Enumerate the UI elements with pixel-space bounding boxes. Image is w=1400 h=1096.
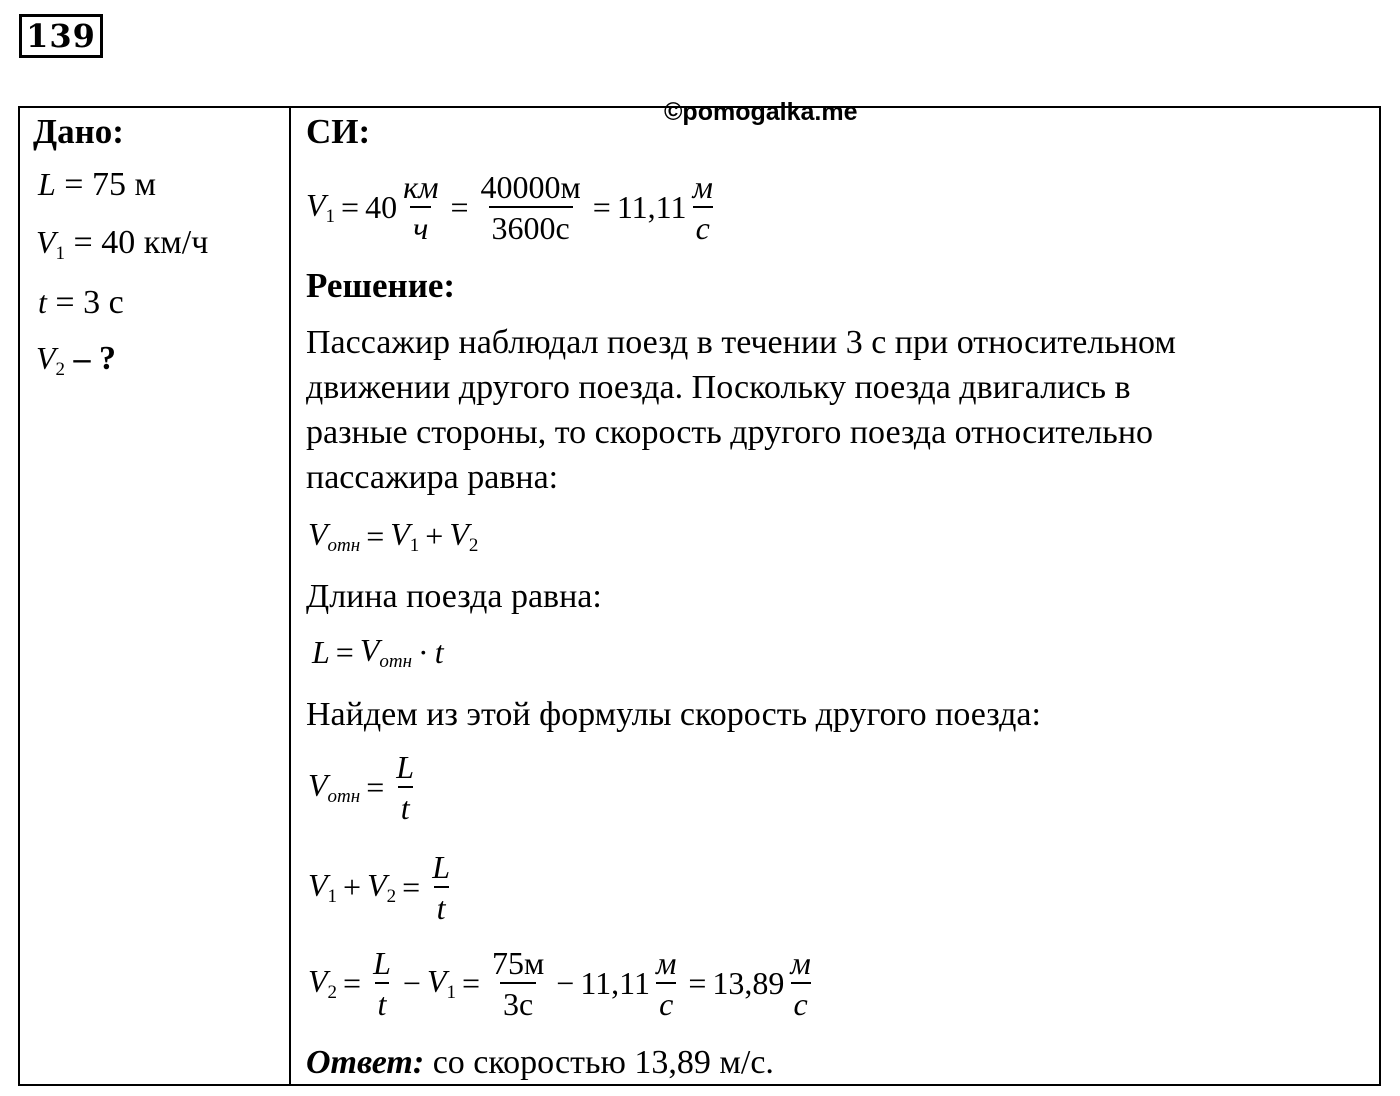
solution-heading: Решение:: [306, 266, 456, 305]
relative-speed-from-length: $V_{отн}$ = $\frac{L}{t}$: [308, 749, 415, 826]
symbol-t: t: [38, 284, 47, 320]
symbol-V2: $V_2$: [36, 340, 66, 380]
si-heading: СИ:: [306, 112, 371, 151]
length-text: Длина поезда равна:: [306, 578, 602, 615]
unknown-mark: ?: [99, 340, 117, 377]
given-time: [38, 284, 124, 322]
unknown-speed: $V_2$ – ?: [36, 340, 117, 380]
given-heading: Дано:: [33, 112, 124, 151]
answer: [306, 1040, 774, 1085]
given-time-value: = 3 с: [46, 284, 124, 321]
paragraph-line: Пассажир наблюдал поезд в течении 3 с при относительном: [306, 324, 1176, 361]
paragraph-line: пассажира равна:: [306, 459, 559, 496]
solution-table: [18, 106, 1381, 1086]
symbol-L: L: [38, 166, 56, 202]
problem-number: 139: [19, 14, 103, 58]
given-speed-first-train: [36, 224, 208, 265]
given-length-value: = 75 м: [55, 166, 156, 203]
solution-paragraph: [306, 320, 1176, 500]
answer-text: со скоростью 13,89 м/с.: [424, 1044, 774, 1081]
find-text: Найдем из этой формулы скорость другого поезда:: [306, 696, 1041, 733]
relative-speed-formula: $V_{отн}$ = $V_1$ + $V_2$: [308, 516, 479, 556]
paragraph-line: движении другого поезда. Поскольку поезда двигались в: [306, 369, 1131, 406]
answer-label: Ответ:: [306, 1044, 425, 1081]
given-speed-value: = 40 км/ч: [65, 224, 209, 261]
length-formula: L = $V_{отн}$ · t: [312, 632, 444, 672]
paragraph-line: разные стороны, то скорость другого поезда относительно: [306, 414, 1154, 451]
symbol-V1: $V_1$: [36, 224, 66, 264]
given-length: [38, 166, 156, 204]
sum-speed-formula: $V_1$ + $V_2$ = $\frac{L}{t}$: [308, 849, 450, 926]
final-calculation: $V_2$ = $\frac{L}{t}$ − $V_1$ = $\frac{75м}{3с}$ − 11,11 $\frac{м}{с}$ = 13,89 $\frac{м}{с}$: [308, 945, 811, 1022]
column-divider: [289, 106, 291, 1086]
watermark: ©pomogalka.me: [664, 98, 858, 126]
si-conversion-formula: $V_1$ = 40 $\frac{км}{ч}$ = $\frac{40000м}{3600с}$ = 11,11 $\frac{м}{с}$: [306, 169, 713, 246]
